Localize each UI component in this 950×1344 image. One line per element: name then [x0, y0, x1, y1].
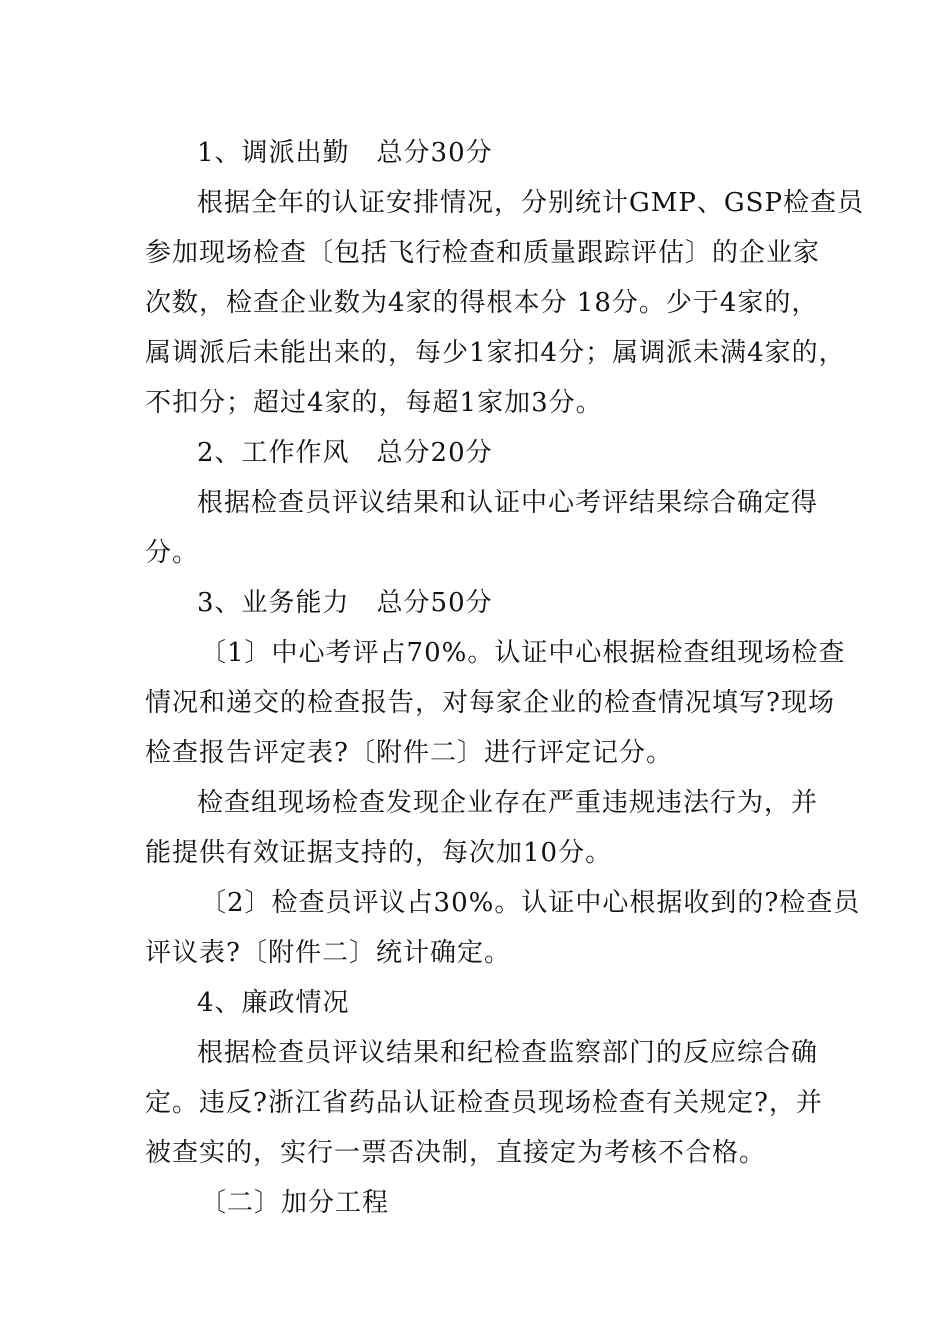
paragraph-line: 不扣分；超过4家的，每超1家加3分。 [145, 388, 603, 418]
paragraph-line: 检查报告评定表?〔附件二〕进行评定记分。 [145, 738, 673, 768]
paragraph-line: 定。违反?浙江省药品认证检查员现场检查有关规定?，并 [145, 1088, 823, 1118]
paragraph-line: 次数，检查企业数为4家的得根本分 18分。少于4家的， [145, 288, 819, 318]
section-heading-bonus: 〔二〕加分工程 [200, 1188, 390, 1218]
paragraph-line: 参加现场检查〔包括飞行检查和质量跟踪评估〕的企业家 [145, 238, 821, 268]
paragraph-line: 情况和递交的检查报告，对每家企业的检查情况填写?现场 [145, 688, 835, 718]
paragraph-line: 被查实的，实行一票否决制，直接定为考核不合格。 [145, 1138, 767, 1168]
section-heading-ability: 3、业务能力 总分50分 [197, 588, 493, 618]
paragraph-line: 〔1〕中心考评占70%。认证中心根据检查组现场检查 [200, 638, 846, 668]
paragraph-line: 属调派后未能出来的，每少1家扣4分；属调派未满4家的， [145, 338, 846, 368]
paragraph-line: 〔2〕检查员评议占30%。认证中心根据收到的?检查员 [200, 888, 861, 918]
section-heading-dispatch: 1、调派出勤 总分30分 [197, 138, 493, 168]
paragraph-line: 评议表?〔附件二〕统计确定。 [145, 938, 511, 968]
section-heading-work-style: 2、工作作风 总分20分 [197, 438, 493, 468]
paragraph-line: 能提供有效证据支持的，每次加10分。 [145, 838, 613, 868]
paragraph-line: 检查组现场检查发现企业存在严重违规违法行为，并 [197, 788, 819, 818]
paragraph-line: 根据检查员评议结果和认证中心考评结果综合确定得 [197, 488, 819, 518]
paragraph-line: 分。 [145, 538, 200, 568]
section-heading-integrity: 4、廉政情况 [197, 988, 350, 1018]
paragraph-line: 根据检查员评议结果和纪检查监察部门的反应综合确 [197, 1038, 819, 1068]
paragraph-line: 根据全年的认证安排情况，分别统计GMP、GSP检查员 [197, 188, 864, 218]
